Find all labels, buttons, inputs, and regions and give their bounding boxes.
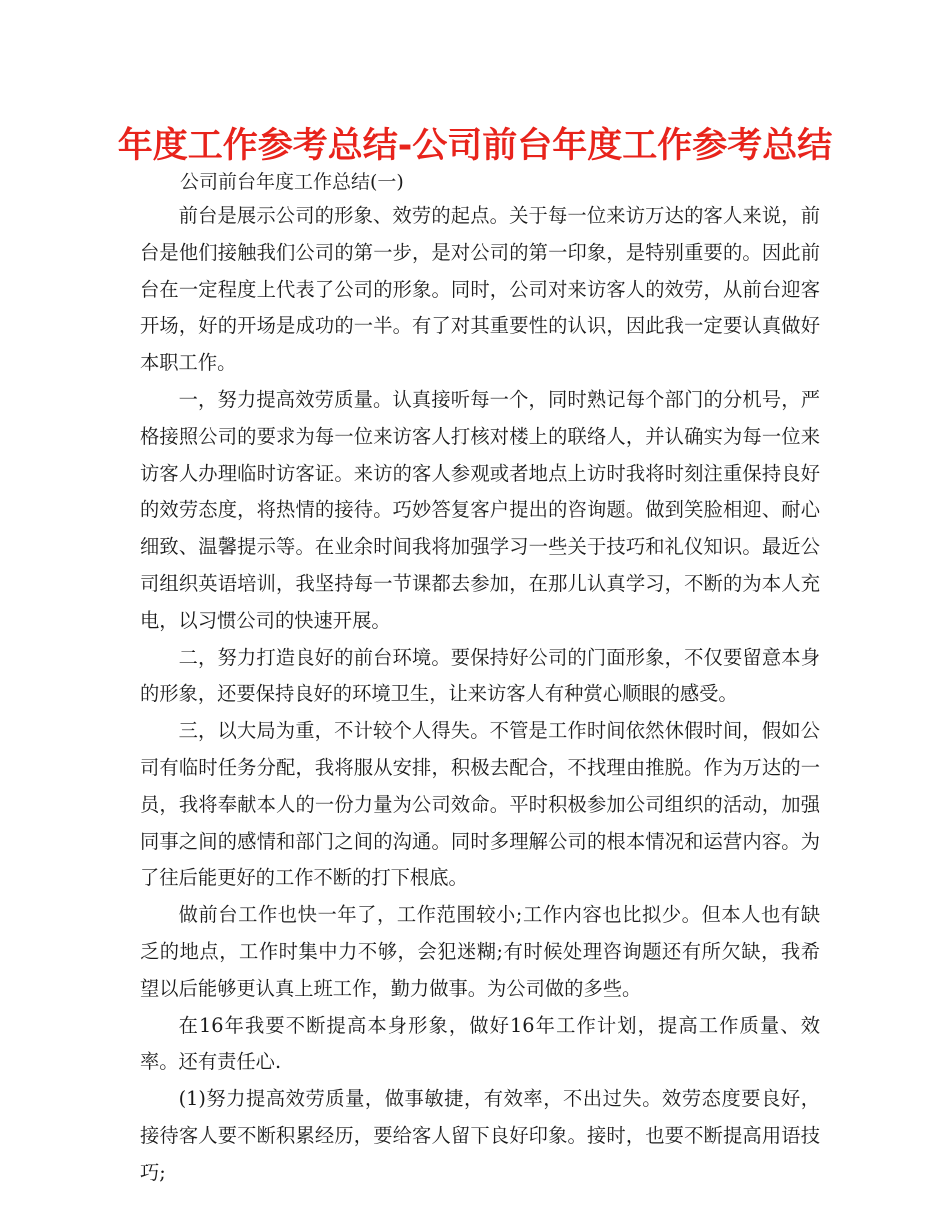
document-body [140,198,820,1192]
paragraph-service-quality: 一，努力提高效劳质量。认真接听每一个，同时熟记每个部门的分机号，严格接照公司的要求为每一位来访客人打核对楼上的联络人，并认确实为每一位来访客人办理临时访客证。来访的客人参观或者地点上访时我将时刻注重保持良好的效劳态度，将热情的接待。巧妙答复客户提出的咨询题。做到笑脸相迎、耐心细致、温馨提示等。在业余时间我将加强学习一些关于技巧和礼仪知识。最近公司组织英语培训，我坚持每一节课都去参加，在那儿认真学习，不断的为本人充电，以习惯公司的快速开展。 [140,387,820,632]
paragraph-plan: 在16年我要不断提高本身形象，做好16年工作计划，提高工作质量、效率。还有责任心. [140,1013,820,1074]
paragraph-plan-item-1: (1)努力提高效劳质量，做事敏捷，有效率，不出过失。效劳态度要良好，接待客人要不断积累经历，要给客人留下良好印象。接时，也要不断提高用语技巧; [140,1087,820,1184]
paragraph-environment: 二，努力打造良好的前台环境。要保持好公司的门面形象，不仅要留意本身的形象，还要保持良好的环境卫生，让来访客人有种赏心顺眼的感受。 [140,645,820,706]
paragraph-intro: 前台是展示公司的形象、效劳的起点。关于每一位来访万达的客人来说，前台是他们接触我们公司的第一步，是对公司的第一印象，是特别重要的。因此前台在一定程度上代表了公司的形象。同时，公司对来访客人的效劳，从前台迎客开场，好的开场是成功的一半。有了对其重要性的认识，因此我一定要认真做好本职工作。 [140,204,820,375]
paragraph-self-review: 做前台工作也快一年了，工作范围较小;工作内容也比拟少。但本人也有缺乏的地点，工作时集中力不够，会犯迷糊;有时候处理咨询题还有所欠缺，我希望以后能够更认真上班工作，勤力做事。为公司做的多些。 [140,903,820,1000]
document-subtitle: 公司前台年度工作总结(一) [180,171,404,193]
document-title: 年度工作参考总结-公司前台年度工作参考总结 [117,126,833,166]
paragraph-big-picture: 三，以大局为重，不计较个人得失。不管是工作时间依然休假时间，假如公司有临时任务分配，我将服从安排，积极去配合，不找理由推脱。作为万达的一员，我将奉献本人的一份力量为公司效命。平时积极参加公司组织的活动，加强同事之间的感情和部门之间的沟通。同时多理解公司的根本情况和运营内容。为了往后能更好的工作不断的打下根底。 [140,719,820,890]
